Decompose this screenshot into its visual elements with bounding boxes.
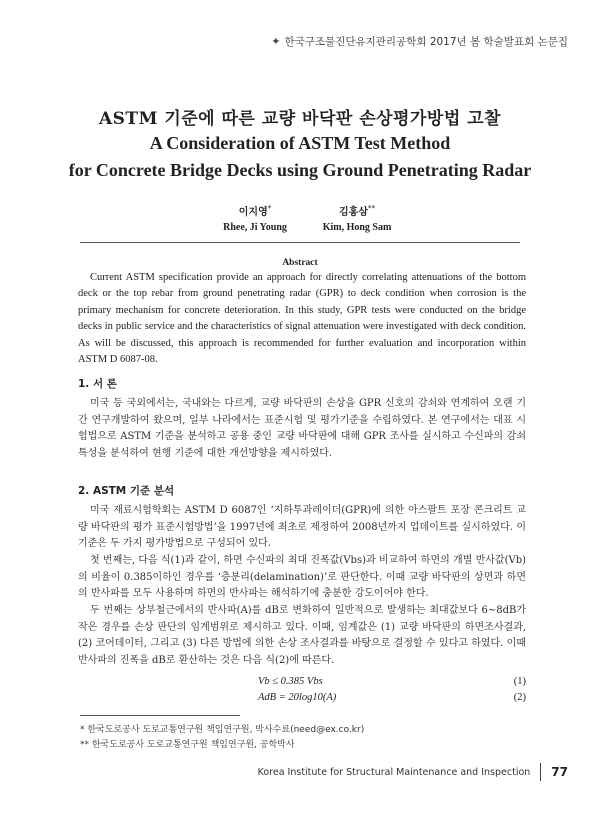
- equation-1-number: (1): [513, 676, 526, 687]
- author-2-ko: 김홍삼: [339, 207, 368, 218]
- journal-header: [271, 34, 568, 49]
- footnote-2: ** 한국도로공사 도로교통연구원 책임연구원, 공학박사: [80, 740, 295, 750]
- section2-p3: 두 번째는 상부철근에서의 반사파(A)를 dB로 변화하여 일반적으로 발생하는 최대값보다 6~8dB가 작은 경우를 손상 판단의 임계범위로 제시하고 있다. 이때, 임계값은 (1) 교량 바닥판의 하면조사결과, (2) 코어데이터, 그리고 (3) 다른 방법에 의한 손상 조사결과를 바탕으로 결정할 수 있다고 하였다. 이때 반사파의 진폭을 dB로 환산하는 것은 다음 식(2)에 따른다.: [78, 605, 526, 666]
- footer-institute: Korea Institute for Structural Maintenance and Inspection: [257, 766, 531, 778]
- author-2: [312, 203, 402, 233]
- footnote-divider: [80, 715, 240, 716]
- title-korean: ASTM 기준에 따른 교량 바닥판 손상평가방법 고찰: [98, 109, 502, 129]
- footer-separator: [540, 763, 541, 781]
- section1-heading: 1. 서 론: [78, 378, 117, 390]
- equation-2-number: (2): [513, 692, 526, 703]
- title-english-line1: A Consideration of ASTM Test Method: [149, 133, 451, 153]
- title-english-line2: for Concrete Bridge Decks using Ground Penetrating Radar: [68, 160, 532, 180]
- author-1-en: Rhee, Ji Young: [223, 222, 287, 233]
- abstract-body: Current ASTM specification provide an approach for directly correlating attenuations of the bottom deck or the top rebar from ground penetrating radar (GPR) to deck condition when corrosion is the primary mechanism for concrete deterioration. In this study, GPR tests were conducted on the bridge decks in public service and the characteristics of signal attenuation were investigated with deck condition. As will be discussed, this approach is recommended for further evaluation and incorporation within ASTM D 6087-08.: [78, 272, 526, 366]
- section2-heading: 2. ASTM 기준 분석: [78, 485, 175, 497]
- equation-2-expr: AdB = 20log10(A): [258, 692, 337, 703]
- author-2-en: Kim, Hong Sam: [322, 222, 392, 233]
- author-2-mark: **: [367, 204, 375, 213]
- page-footer: [258, 763, 568, 781]
- diamond-icon: ✦: [271, 35, 281, 48]
- abstract-heading: Abstract: [282, 258, 318, 268]
- author-1: [215, 203, 295, 233]
- equation-1-expr: Vb ≤ 0.385 Vbs: [258, 676, 323, 687]
- author-1-ko: 이지영: [238, 207, 268, 218]
- page-number: 77: [551, 765, 568, 779]
- section2-p2: 첫 번째는, 다음 식(1)과 같이, 하면 수신파의 최대 진폭값(Vbs)과 비교하여 하면의 개별 반사값(Vb)의 비율이 0.385이하인 경우를 ‘층분리(delamination)’로 판단한다. 이때 교량 바닥판의 상면과 하면의 반사파를 모두 사용하며 하면의 반사파는 해석하기에 충분한 강도이어야 한다.: [78, 555, 526, 600]
- journal-name: 한국구조물진단유지관리공학회 2017년 봄 학술발표회 논문집: [284, 36, 568, 48]
- author-1-mark: *: [267, 204, 272, 213]
- footnote-1: * 한국도로공사 도로교통연구원 책임연구원, 박사수료(need@ex.co.kr): [80, 725, 365, 735]
- divider: [80, 242, 520, 243]
- section1-body: 미국 등 국외에서는, 국내와는 다르게, 교량 바닥판의 손상을 GPR 신호의 감쇠와 연계하여 오랜 기간 연구개발하여 왔으며, 일부 나라에서는 표준시험 및 평가기준을 수립하였다. 본 연구에서는 대표 시험법으로 ASTM 기준을 분석하고 공용 중인 교량 바닥판에 대해 GPR 조사를 실시하고 수신파의 감쇠 특성을 분석하여 현행 기준에 대한 개선방향을 제시하였다.: [78, 398, 526, 459]
- section2-p1: 미국 재료시험학회는 ASTM D 6087인 ‘지하투과레이더(GPR)에 의한 아스팔트 포장 콘크리트 교량 바닥판의 평가 표준시험방법’을 1997년에 최초로 제정하여 2008년까지 업데이트를 실시하였다. 이 기준은 두 가지 평가방법으로 구성되어 있다.: [78, 505, 526, 550]
